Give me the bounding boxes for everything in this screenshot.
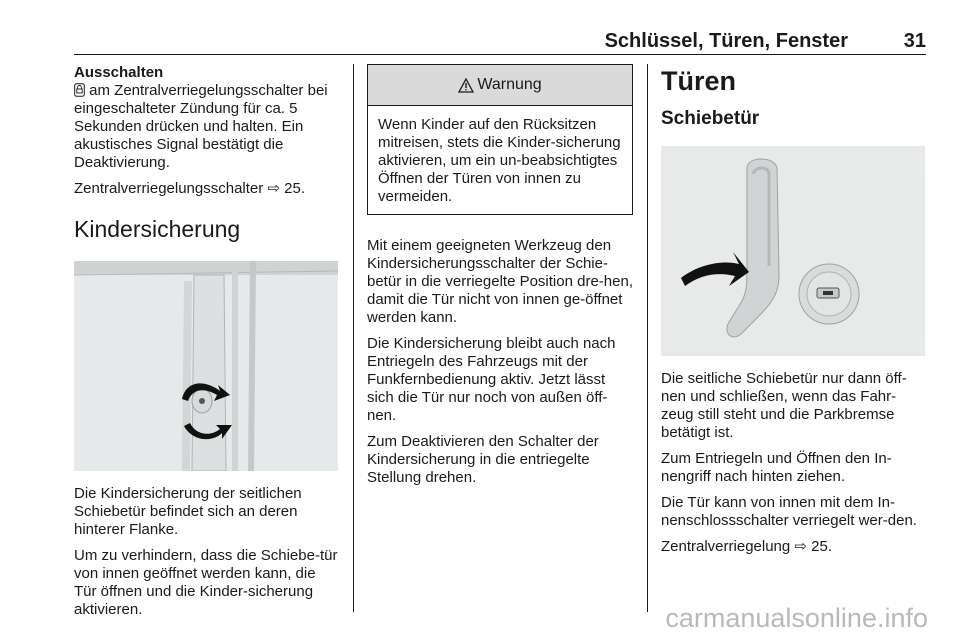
- heading-tueren: Türen: [661, 66, 737, 96]
- warning-text: Wenn Kinder auf den Rücksitzen mitreisen, stets die Kinder-sicherung aktivieren, um ein un-beabsichtigtes Öffnen der Türen von innen zu vermeiden.: [378, 116, 621, 205]
- paragraph: Die Tür kann von innen mit dem In-nenschlossschalter verriegelt wer-den.: [661, 494, 917, 529]
- paragraph: Die Kindersicherung bleibt auch nach Entriegeln des Fahrzeugs mit der Funkfernbedienung aktiv. Jetzt lässt sich die Tür nur noch von außen öff-nen.: [367, 335, 616, 424]
- header-rule: [74, 54, 926, 55]
- paragraph: Um zu verhindern, dass die Schiebe-tür von innen geöffnet werden kann, die Tür öffnen und die Kinder-sicherung aktivieren.: [74, 547, 338, 618]
- paragraph-ref: Zentralverriegelungsschalter ⇨ 25.: [74, 180, 306, 197]
- child-lock-figure: [74, 261, 338, 471]
- warning-title: Warnung: [477, 76, 542, 93]
- column-1: [74, 64, 340, 627]
- page-ref-arrow-icon: ⇨: [794, 538, 807, 555]
- lock-button-icon: [74, 83, 85, 97]
- watermark: carmanualsonline.info: [665, 603, 928, 633]
- warning-body: [368, 106, 632, 214]
- paragraph: Mit einem geeigneten Werkzeug den Kindersicherungsschalter der Schie-betür in die verriegelte Position dre-hen, damit die Tür nicht von innen ge-öffnet werden kann.: [367, 237, 633, 326]
- paragraph: Zum Entriegeln und Öffnen den In-nengriff nach hinten ziehen.: [661, 450, 892, 485]
- column-divider-1: [353, 64, 354, 612]
- page-header: [74, 30, 926, 52]
- paragraph: Die seitliche Schiebetür nur dann öff-nen und schließen, wenn das Fahr-zeug still steht und die Parkbremse betätigt ist.: [661, 370, 907, 441]
- column-3: [661, 64, 926, 564]
- sliding-door-figure: [661, 146, 925, 356]
- column-2: [367, 64, 633, 495]
- warning-box: [367, 64, 633, 215]
- section-title: Schlüssel, Türen, Fenster: [604, 30, 848, 52]
- paragraph: Die Kindersicherung der seitlichen Schiebetür befindet sich an deren hinterer Flanke.: [74, 485, 302, 538]
- child-lock-illustration: [74, 261, 338, 471]
- page-ref-arrow-icon: ⇨: [267, 180, 281, 197]
- subheading-ausschalten: Ausschalten: [74, 64, 164, 81]
- column-divider-2: [647, 64, 648, 612]
- page-number: 31: [903, 30, 926, 52]
- paragraph-ref: Zentralverriegelung ⇨ 25.: [661, 538, 833, 555]
- warning-header: [368, 65, 632, 106]
- heading-kindersicherung: Kindersicherung: [74, 216, 241, 242]
- paragraph: Zum Deaktivieren den Schalter der Kindersicherung in die entriegelte Stellung drehen.: [367, 433, 599, 486]
- paragraph: am Zentralverriegelungsschalter bei eingeschalteter Zündung für ca. 5 Sekunden drücken und halten. Ein akustisches Signal bestätigt die Deaktivierung.: [74, 82, 328, 171]
- warning-triangle-icon: [458, 78, 474, 93]
- subheading-schiebetuer: Schiebetür: [661, 108, 760, 129]
- sliding-door-handle-illustration: [661, 146, 925, 356]
